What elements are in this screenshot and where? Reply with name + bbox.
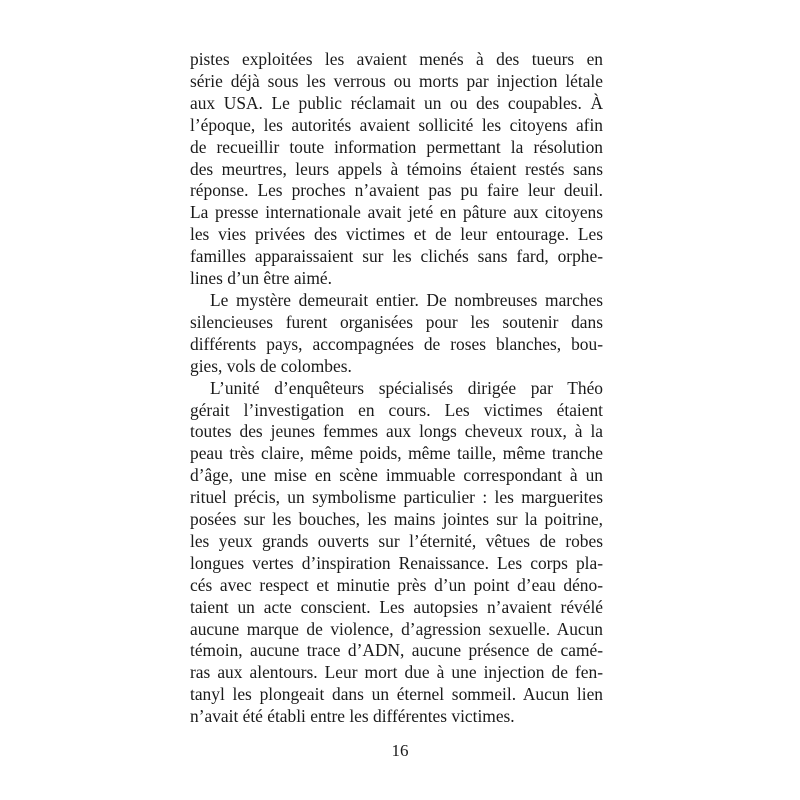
text-line: La presse internationale avait jeté en pâture aux citoyens: [190, 202, 603, 223]
text-line: posées sur les bouches, les mains jointes sur la poitrine,: [190, 509, 603, 530]
text-line: L’unité d’enquêteurs spécialisés dirigée par Théo: [210, 377, 603, 398]
text-line: rituel précis, un symbolisme particulier : les marguerites: [190, 487, 603, 508]
text-line: témoin, aucune trace d’ADN, aucune présence de camé-: [190, 640, 603, 661]
text-line: gérait l’investigation en cours. Les victimes étaient: [190, 399, 603, 420]
text-line: l’époque, les autorités avaient sollicité les citoyens afin: [190, 114, 603, 135]
paragraph-2: [190, 290, 603, 378]
text-line: d’âge, une mise en scène immuable correspondant à un: [190, 465, 603, 486]
text-line: cés avec respect et minutie près d’un point d’eau déno-: [190, 574, 603, 595]
text-line: silencieuses furent organisées pour les soutenir dans: [190, 311, 603, 332]
text-line: peau très claire, même poids, même taille, même tranche: [190, 443, 603, 464]
text-line: ras aux alentours. Leur mort due à une injection de fen-: [190, 662, 603, 683]
text-line: aucune marque de violence, d’agression sexuelle. Aucun: [190, 618, 603, 639]
paragraph-3: [190, 378, 603, 729]
text-line: lines d’un être aimé.: [190, 268, 332, 289]
text-line: pistes exploitées les avaient menés à des tueurs en: [190, 49, 603, 69]
text-line: les vies privées des victimes et de leur entourage. Les: [190, 224, 603, 245]
text-line: les yeux grands ouverts sur l’éternité, vêtues de robes: [190, 530, 603, 551]
text-line: gies, vols de colombes.: [190, 355, 352, 376]
text-line: familles apparaissaient sur les clichés sans fard, orphe-: [190, 246, 603, 267]
text-line: longues vertes d’inspiration Renaissance. Les corps pla-: [190, 552, 603, 573]
page-number: 16: [391, 741, 409, 760]
paragraph-1: [190, 49, 603, 290]
body-text: [190, 49, 603, 728]
text-line: Le mystère demeurait entier. De nombreuses marches: [210, 289, 603, 310]
text-line: série déjà sous les verrous ou morts par injection létale: [190, 70, 603, 91]
text-line: différents pays, accompagnées de roses blanches, bou-: [190, 333, 603, 354]
text-line: n’avait été établi entre les différentes victimes.: [190, 706, 515, 727]
text-line: réponse. Les proches n’avaient pas pu faire leur deuil.: [190, 180, 603, 201]
text-line: tanyl les plongeait dans un éternel sommeil. Aucun lien: [190, 684, 603, 705]
text-line: aux USA. Le public réclamait un ou des coupables. À: [190, 92, 603, 113]
text-line: des meurtres, leurs appels à témoins étaient restés sans: [190, 158, 603, 179]
text-line: taient un acte conscient. Les autopsies n’avaient révélé: [190, 596, 603, 617]
text-line: toutes des jeunes femmes aux longs cheveux roux, à la: [190, 421, 603, 442]
text-line: de recueillir toute information permettant la résolution: [190, 136, 603, 157]
